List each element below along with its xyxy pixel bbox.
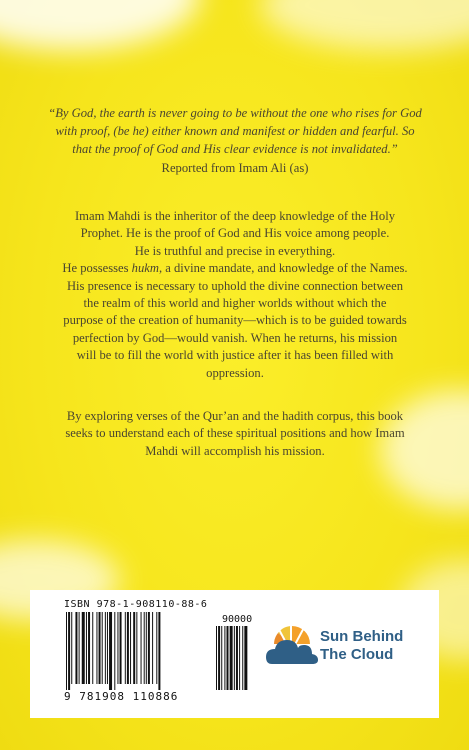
- quote-attribution: Reported from Imam Ali (as): [161, 161, 309, 175]
- quote-line-3: that the proof of God and His clear evidence is not invalidated.”: [72, 142, 398, 156]
- publisher-name: [320, 628, 430, 664]
- hukm-term: hukm: [131, 261, 159, 276]
- description-line: He is truthful and precise in everything.: [134, 243, 336, 258]
- description-line: Prophet. He is the proof of God and His voice among people.: [80, 226, 390, 241]
- description-line: will be to fill the world with justice after it has been filled with: [76, 348, 394, 363]
- description-paragraph-2: [30, 408, 440, 460]
- addon-digits: 90000: [222, 614, 253, 625]
- isbn-label: ISBN 978-1-908110-88-6: [64, 599, 208, 610]
- sun-behind-cloud-logo-icon: [266, 620, 318, 672]
- quote-line-1: “By God, the earth is never going to be without the one who rises for God: [48, 106, 422, 120]
- description-line: Imam Mahdi is the inheritor of the deep knowledge of the Holy: [74, 209, 395, 223]
- description-line: oppression.: [206, 365, 264, 380]
- description-line: By exploring verses of the Qur’an and the hadith corpus, this book: [66, 409, 404, 423]
- description-paragraph-1: [30, 208, 440, 382]
- description-text: He possesses: [62, 261, 132, 276]
- description-line: the realm of this world and higher worlds without which the: [83, 296, 387, 311]
- description-line: His presence is necessary to uphold the divine connection between: [66, 278, 404, 293]
- quote-line-2: with proof, (be he) either known and manifest or hidden and fearful. So: [55, 124, 415, 138]
- cloud-top-right: [260, 0, 469, 50]
- cloud-top: [0, 0, 200, 50]
- publisher-name-line-1: Sun Behind: [320, 628, 404, 645]
- publisher-name-line-2: The Cloud: [320, 646, 394, 663]
- epigraph-quote: [30, 104, 440, 158]
- description-line: [30, 260, 440, 277]
- barcode-digits: 9 781908 110886: [64, 690, 179, 703]
- description-line: perfection by God—would vanish. When he returns, his mission: [72, 330, 398, 345]
- barcode-icon: [64, 612, 254, 692]
- description-line: purpose of the creation of humanity—which is to be guided towards: [63, 313, 407, 328]
- description-line: Mahdi will accomplish his mission.: [145, 443, 325, 458]
- description-line: seeks to understand each of these spiritual positions and how Imam: [65, 426, 405, 441]
- barcode-panel: [30, 590, 439, 718]
- description-text: , a divine mandate, and knowledge of the Names.: [158, 261, 408, 276]
